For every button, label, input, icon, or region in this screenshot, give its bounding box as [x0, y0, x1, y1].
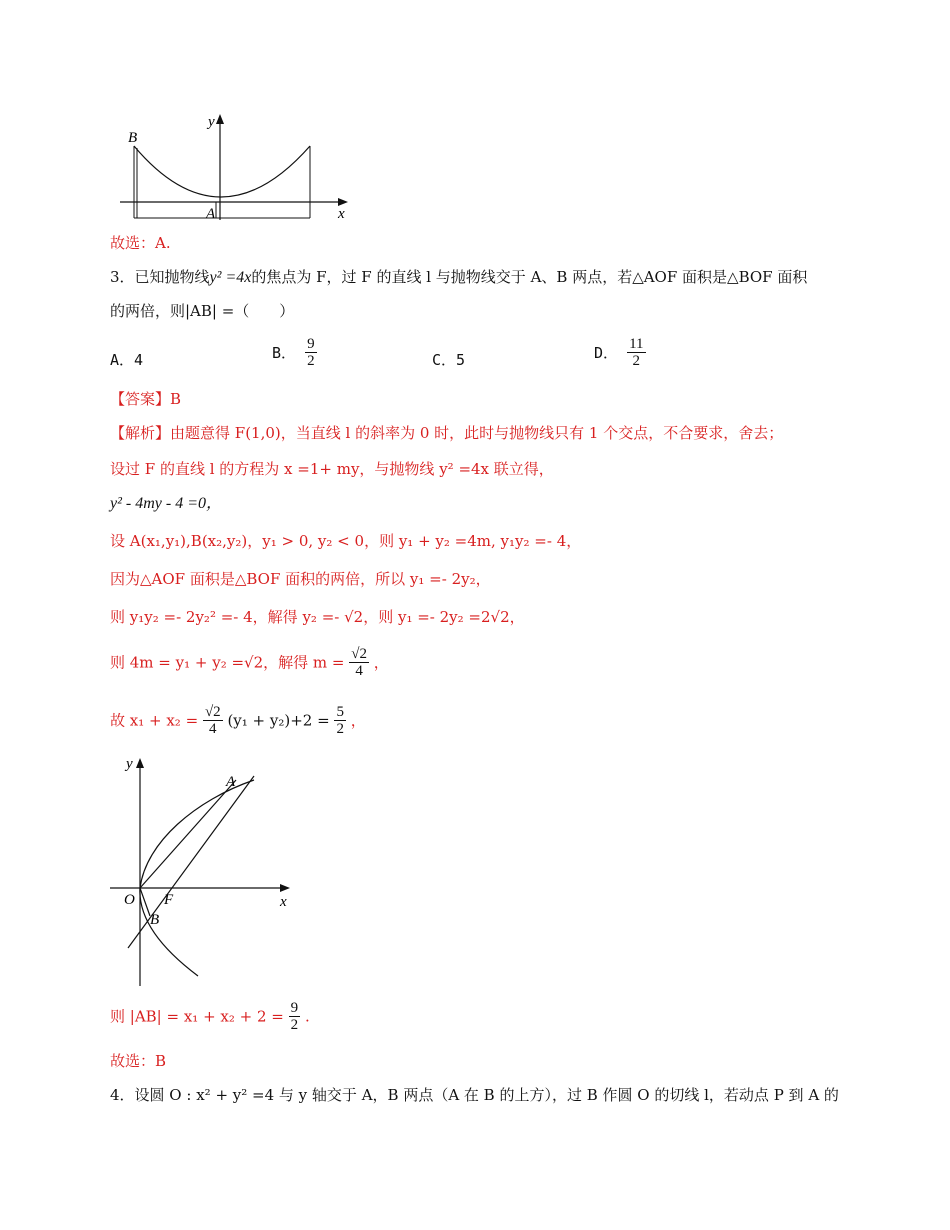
q3-line2: 的两倍，则|AB| =（ ） — [110, 302, 295, 320]
fig1-x-label: x — [338, 206, 345, 222]
solution-s9-pre: 则 |AB| = x₁ + x₂ + 2 = — [110, 1007, 284, 1026]
solution-s8-num2: 5 — [336, 704, 344, 720]
option-b-den: 2 — [307, 353, 315, 369]
solution-s8-den: 4 — [209, 721, 217, 737]
solution-line-7 — [110, 646, 389, 679]
solution-line-9 — [110, 1000, 310, 1033]
fig2-o-label: O — [124, 892, 135, 908]
solution-s8-num: √2 — [204, 704, 221, 720]
fig2-line-ob — [140, 888, 150, 916]
solution-s9-num: 9 — [290, 1000, 299, 1016]
solution-s9-post: . — [304, 1007, 310, 1026]
q3-line1-eq: y² =4x — [209, 269, 252, 286]
x-axis-arrow — [338, 198, 348, 206]
fig1-a-label: A — [206, 206, 216, 222]
solution-tag: 【解析】 — [110, 424, 171, 442]
solution-s7-post: ， — [373, 653, 389, 672]
y-axis-arrow — [216, 114, 224, 124]
parabola-curve — [134, 146, 310, 197]
solution-s8-mid: (y₁ + y₂)+2 = — [227, 711, 330, 730]
solution-line-2: 设过 F 的直线 l 的方程为 x =1+ my，与抛物线 y² =4x 联立得， — [110, 460, 554, 478]
solution-line-4: 设 A(x₁,y₁),B(x₂,y₂)，y₁ > 0, y₂ < 0，则 y₁ + y₂ =4m, y₁y₂ =- 4， — [110, 532, 582, 550]
solution-s9-fraction — [289, 1000, 301, 1033]
option-d-prefix: D． — [594, 344, 619, 362]
fig2-y-label: y — [126, 756, 133, 772]
fig2-a-label: A — [226, 774, 236, 790]
fig1-y-label: y — [208, 114, 215, 130]
option-c: C．5 — [432, 351, 466, 369]
q3-line1-mid: 的焦点为 F，过 F 的直线 l 与抛物线交于 A、B 两点，若△AOF 面积是△BOF 面积 — [251, 268, 808, 286]
solution-s7-den: 4 — [355, 663, 363, 679]
fig2-x-label: x — [280, 894, 287, 910]
solution-s7-num: √2 — [351, 646, 368, 662]
option-d-num: 11 — [629, 336, 644, 352]
option-b — [272, 336, 317, 369]
option-b-fraction — [305, 336, 317, 369]
option-b-prefix: B． — [272, 344, 297, 362]
solution-s8-fraction-1 — [203, 704, 223, 737]
solution-s3: y² - 4my - 4 =0， — [110, 495, 223, 512]
q4-line1: 4．设圆 O : x² + y² =4 与 y 轴交于 A，B 两点（A 在 B 的上方），过 B 作圆 O 的切线 l，若动点 P 到 A 的 — [110, 1086, 839, 1104]
fig2-x-axis-arrow — [280, 884, 290, 892]
q3-line1 — [110, 266, 807, 289]
solution-s8-den2: 2 — [336, 721, 344, 737]
option-a: A．4 — [110, 351, 144, 369]
solution-s7-pre: 则 4m = y₁ + y₂ =√2，解得 m = — [110, 653, 345, 672]
figure-parabola-1 — [120, 108, 380, 228]
answer-tag: 【答案】B — [110, 390, 182, 408]
option-d-den: 2 — [632, 353, 641, 369]
solution-s7-fraction — [349, 646, 369, 679]
figure-parabola-2 — [106, 752, 306, 992]
solution-line-3 — [110, 492, 222, 515]
solution-line-8 — [110, 704, 366, 737]
fig2-line-oa — [140, 780, 236, 888]
fig1-b-label: B — [128, 130, 138, 146]
fig2-y-axis-arrow — [136, 758, 144, 768]
fig2-f-label: F — [164, 892, 174, 908]
fig2-parabola — [140, 780, 254, 976]
solution-line-1 — [110, 422, 783, 444]
option-b-num: 9 — [307, 336, 315, 352]
solution-final: 故选：B — [110, 1052, 167, 1070]
fig2-b-label: B — [150, 912, 160, 928]
solution-s8-post: ， — [350, 711, 366, 730]
solution-s1: 由题意得 F(1,0)，当直线 l 的斜率为 0 时，此时与抛物线只有 1 个交点，不合要求，舍去； — [170, 424, 784, 442]
q3-line1-pre: 3．已知抛物线 — [110, 268, 210, 286]
fig2-line-l — [128, 776, 254, 948]
answer-q2: 故选：A. — [110, 234, 171, 252]
solution-line-5: 因为△AOF 面积是△BOF 面积的两倍，所以 y₁ =- 2y₂， — [110, 570, 491, 588]
option-d-fraction — [627, 336, 645, 369]
solution-s9-den: 2 — [290, 1017, 299, 1033]
solution-s8-pre: 故 x₁ + x₂ = — [110, 711, 199, 730]
solution-s8-fraction-2 — [334, 704, 346, 737]
solution-line-6: 则 y₁y₂ =- 2y₂² =- 4，解得 y₂ =- √2，则 y₁ =- 2y₂ =2√2， — [110, 608, 525, 626]
option-d — [594, 336, 646, 369]
